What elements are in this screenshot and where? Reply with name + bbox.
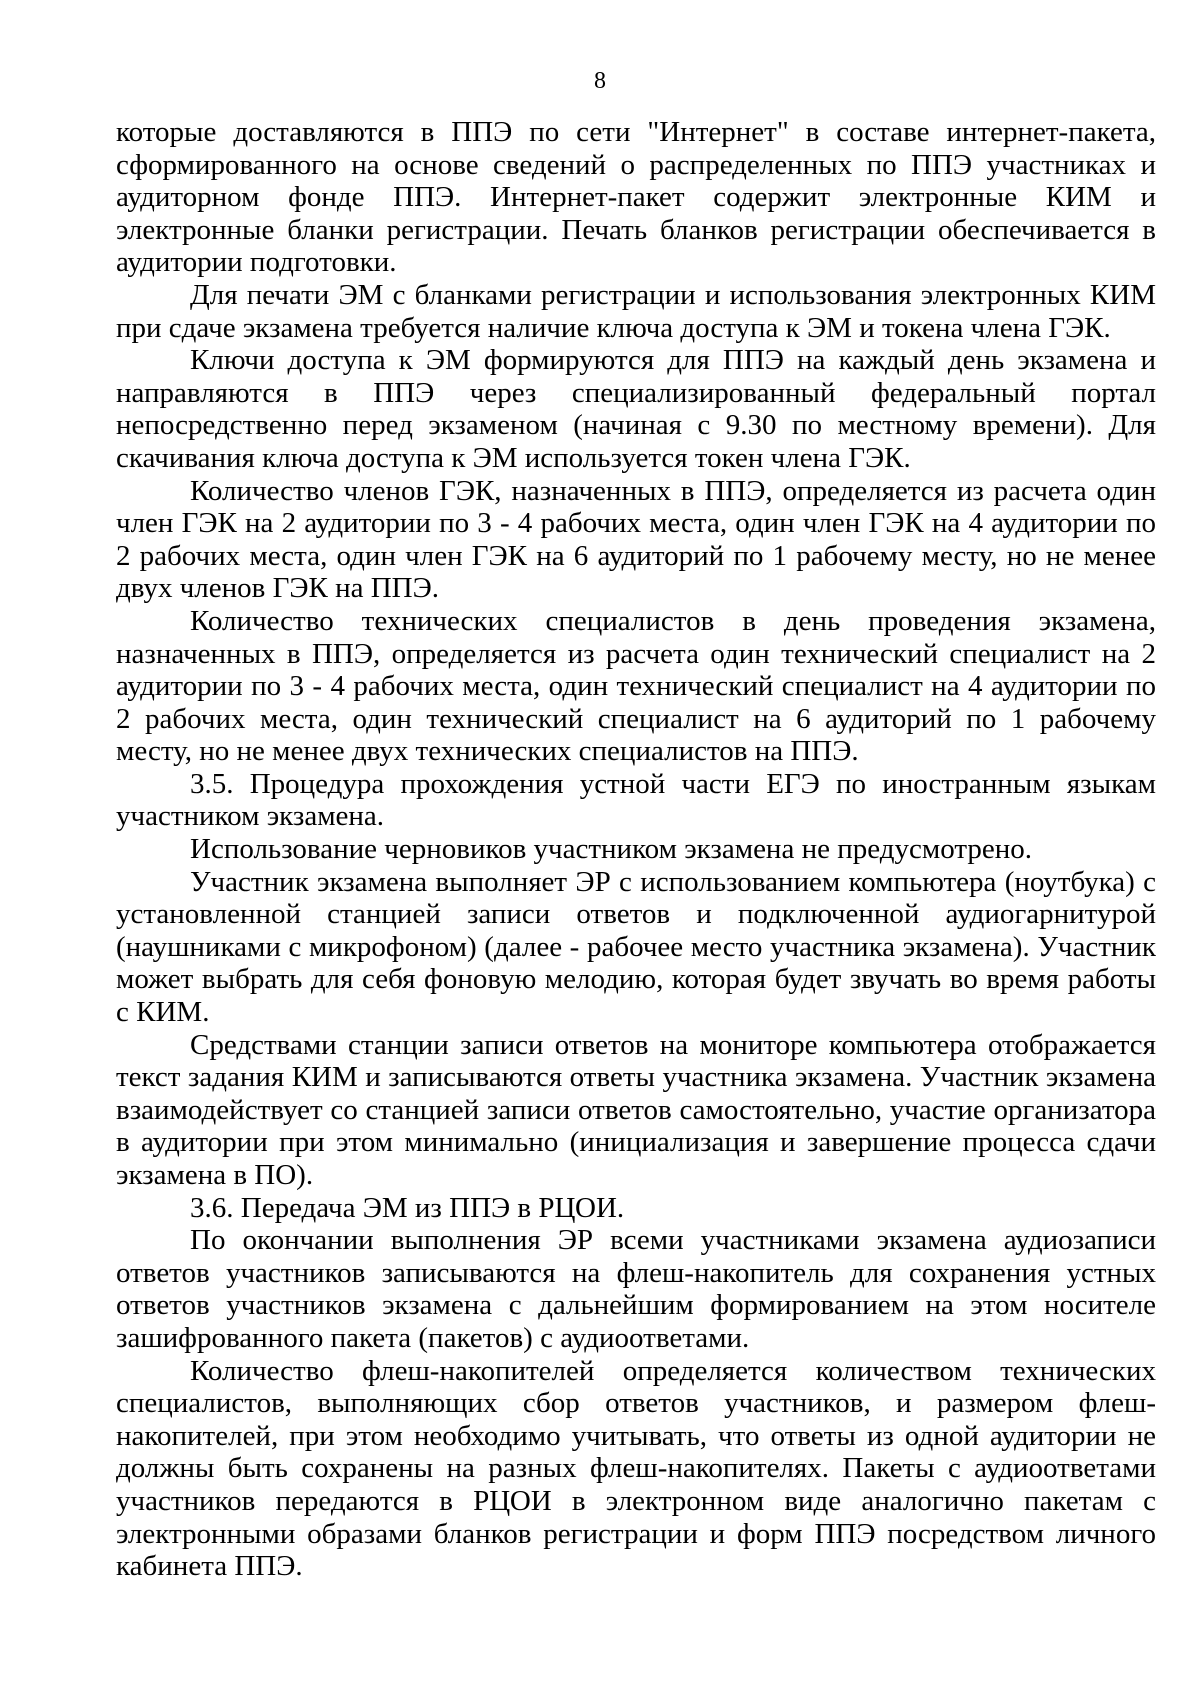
section-heading-3-6: 3.6. Передача ЭМ из ППЭ в РЦОИ.	[190, 1191, 625, 1224]
section-heading-3-5: 3.5. Процедура прохождения устной части ЕГЭ по иностранным языкам участником экзамена.	[116, 767, 1156, 833]
paragraph-7: Использование черновиков участником экзамена не предусмотрено.	[190, 833, 1032, 866]
body-text	[116, 116, 1156, 1583]
paragraph-12: Количество флеш-накопителей определяется количеством технических специалистов, выполняющих сбор ответов участников, и размером флеш-накопителей, при этом необходимо учитывать, что ответы из одной аудитории не должны быть сохранены на разных флеш-накопителях. Пакеты с аудиоответами участников передаются в РЦОИ в электронном виде аналогично пакетам с электронными образами бланков регистрации и форм ППЭ посредством личного кабинета ППЭ.	[116, 1354, 1156, 1583]
paragraph-3: Ключи доступа к ЭМ формируются для ППЭ на каждый день экзамена и направляются в ППЭ через специализированный федеральный портал непосредственно перед экзаменом (начиная с 9.30 по местному времени). Для скачивания ключа доступа к ЭМ используется токен члена ГЭК.	[116, 344, 1156, 474]
paragraph-1: которые доставляются в ППЭ по сети "Интернет" в составе интернет-пакета, сформированного на основе сведений о распределенных по ППЭ участниках и аудиторном фонде ППЭ. Интернет-пакет содержит электронные КИМ и электронные бланки регистрации. Печать бланков регистрации обеспечивается в аудитории подготовки.	[116, 116, 1156, 279]
paragraph-5: Количество технических специалистов в день проведения экзамена, назначенных в ППЭ, определяется из расчета один технический специалист на 2 аудитории по 3 - 4 рабочих места, один технический специалист на 4 аудитории по 2 рабочих места, один технический специалист на 6 аудиторий по 1 рабочему месту, но не менее двух технических специалистов на ППЭ.	[116, 604, 1156, 768]
paragraph-9: Средствами станции записи ответов на мониторе компьютера отображается текст задания КИМ и записываются ответы участника экзамена. Участник экзамена взаимодействует со станцией записи ответов самостоятельно, участие организатора в аудитории при этом минимально (инициализация и завершение процесса сдачи экзамена в ПО).	[116, 1028, 1156, 1191]
paragraph-11: По окончании выполнения ЭР всеми участниками экзамена аудиозаписи ответов участников записываются на флеш-накопитель для сохранения устных ответов участников экзамена с дальнейшим формированием на этом носителе зашифрованного пакета (пакетов) с аудиоответами.	[116, 1224, 1156, 1354]
page-number: 8	[594, 68, 606, 94]
paragraph-4: Количество членов ГЭК, назначенных в ППЭ, определяется из расчета один член ГЭК на 2 аудитории по 3 - 4 рабочих места, один член ГЭК на 4 аудитории по 2 рабочих места, один член ГЭК на 6 аудиторий по 1 рабочему месту, но не менее двух членов ГЭК на ППЭ.	[116, 474, 1156, 605]
paragraph-8: Участник экзамена выполняет ЭР с использованием компьютера (ноутбука) с установленной станцией записи ответов и подключенной аудиогарнитурой (наушниками с микрофоном) (далее - рабочее место участника экзамена). Участник может выбрать для себя фоновую мелодию, которая будет звучать во время работы с КИМ.	[116, 865, 1156, 1029]
paragraph-2: Для печати ЭМ с бланками регистрации и использования электронных КИМ при сдаче экзамена требуется наличие ключа доступа к ЭМ и токена члена ГЭК.	[116, 278, 1156, 344]
